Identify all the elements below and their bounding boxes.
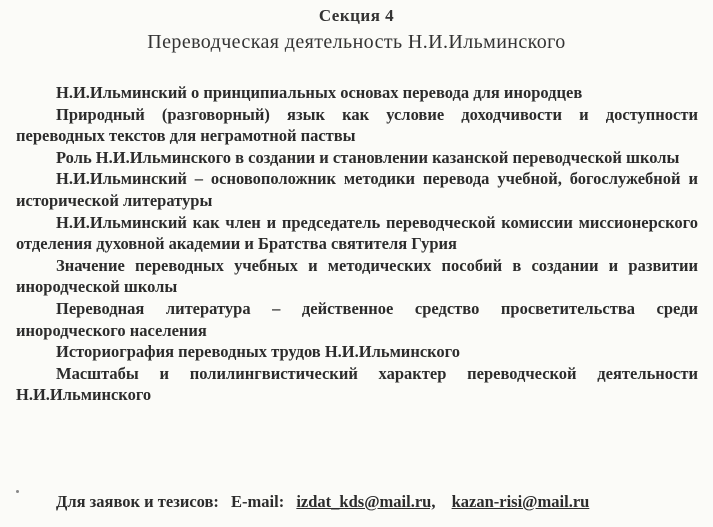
section-number: Секция 4: [318, 6, 395, 25]
contact-footer: [56, 492, 706, 512]
email-label: E-mail:: [231, 492, 285, 511]
topic-item-6: Значение переводных учебных и методических пособий в создании и развитии инородческой школы: [16, 255, 698, 297]
topic-item-9: Масштабы и полилингвистический характер переводческой деятельности Н.И.Ильминского: [16, 363, 698, 405]
topic-item-3: Роль Н.И.Ильминского в создании и становлении казанской переводческой школы: [56, 147, 680, 167]
section-title: Переводческая деятельность Н.И.Ильминского: [147, 31, 566, 53]
topic-list: [16, 82, 698, 406]
topic-item-2: Природный (разговорный) язык как условие доходчивости и доступности переводных текстов для неграмотной паствы: [16, 104, 698, 146]
topic-item-8: Историография переводных трудов Н.И.Ильминского: [56, 342, 461, 362]
print-speck: [16, 490, 19, 493]
email-link-kazan-risi[interactable]: kazan-risi@mail.ru: [451, 492, 590, 511]
topic-item-4: Н.И.Ильминский – основоположник методики перевода учебной, богослужебной и исторической литературы: [16, 169, 698, 210]
topic-item-7: Переводная литература – действенное средство просветительства среди инородческого населения: [16, 298, 698, 340]
email-link-izdat[interactable]: izdat_kds@mail.ru,: [296, 492, 436, 511]
footer-label: Для заявок и тезисов:: [56, 492, 219, 511]
topic-item-5: Н.И.Ильминский как член и председатель переводческой комиссии миссионерского отделения духовной академии и Братства святителя Гурия: [16, 212, 698, 254]
topic-item-1: Н.И.Ильминский о принципиальных основах перевода для инородцев: [56, 83, 583, 102]
